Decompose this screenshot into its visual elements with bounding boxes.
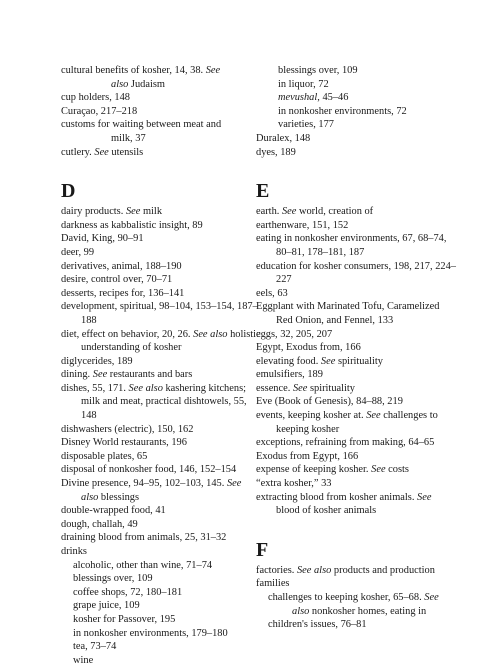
index-entry — [61, 477, 261, 504]
cross-reference-label: See — [125, 206, 141, 218]
index-entry — [61, 654, 261, 667]
index-entry — [61, 273, 261, 287]
entry-text: children's issues, 76–81 — [268, 619, 367, 631]
index-entry — [256, 591, 456, 618]
entry-text: blessings over, 109 — [278, 65, 358, 76]
index-entry — [61, 146, 261, 160]
index-entry — [256, 146, 456, 160]
entry-text: nonkosher homes, eating in — [309, 605, 427, 617]
cross-reference-label: See — [94, 146, 109, 158]
entry-text: Egypt, Exodus from, 166 — [256, 342, 361, 354]
index-entry — [61, 613, 261, 627]
index-entry — [256, 564, 456, 578]
index-entry — [61, 219, 261, 233]
entry-text: expense of keeping kosher. — [256, 464, 372, 476]
index-entry — [256, 328, 456, 342]
index-entry — [256, 287, 456, 301]
index-entry — [256, 450, 456, 464]
cross-reference-label: See — [92, 369, 108, 381]
entry-text: in liquor, 72 — [278, 78, 329, 90]
entry-text: Exodus from Egypt, 166 — [256, 450, 359, 462]
entry-text: disposal of nonkosher food, 146, 152–154 — [61, 464, 237, 476]
index-entry — [256, 355, 456, 369]
index-entry — [256, 219, 456, 233]
index-column-left — [61, 64, 261, 667]
index-entry — [61, 559, 261, 573]
entry-text: restaurants and bars — [107, 369, 193, 381]
cross-reference-label: See — [205, 65, 221, 76]
entry-text: Curaçao, 217–218 — [61, 105, 138, 117]
entry-text: kosher for Passover, 195 — [73, 613, 176, 625]
cross-reference-label: See — [366, 410, 381, 422]
entry-text: disposable plates, 65 — [61, 450, 148, 462]
index-entry — [61, 91, 261, 105]
entry-text: elevating food. — [256, 355, 321, 367]
entry-text: world, creation of — [296, 206, 374, 218]
index-entry — [61, 450, 261, 464]
entry-text: education for kosher consumers, 198, 217, 224–227 — [256, 260, 456, 286]
index-entry — [61, 118, 261, 132]
entry-text: customs for waiting between meat and — [61, 119, 222, 131]
entry-text: desserts, recipes for, 136–141 — [61, 287, 185, 299]
entry-text: grape juice, 109 — [73, 600, 140, 612]
index-entry — [61, 132, 261, 146]
entry-text: blood of kosher animals — [276, 505, 377, 517]
index-entry — [256, 477, 456, 491]
index-entry — [61, 436, 261, 450]
index-entry — [61, 572, 261, 586]
entry-text: factories. — [256, 564, 297, 576]
cross-reference-label: See — [281, 206, 297, 218]
cross-reference-label: also — [111, 78, 129, 90]
entry-text: , 45–46 — [317, 92, 349, 104]
index-entry — [256, 205, 456, 219]
index-entry — [256, 105, 456, 119]
entry-text: in nonkosher environments, 179–180 — [73, 627, 228, 639]
entry-text: diglycerides, 189 — [61, 355, 133, 367]
cross-reference-label: See — [371, 464, 386, 476]
index-entry — [61, 545, 261, 559]
index-entry — [256, 618, 456, 632]
index-entry — [61, 382, 261, 423]
index-entry — [61, 627, 261, 641]
entry-text: draining blood from animals, 25, 31–32 — [61, 532, 227, 544]
section-letter-f: F — [256, 538, 269, 561]
index-entry — [61, 504, 261, 518]
index-entry — [61, 531, 261, 545]
entry-text: milk — [140, 206, 163, 218]
entry-text: alcoholic, other than wine, 71–74 — [73, 559, 213, 571]
index-entry — [256, 491, 456, 518]
index-entry — [61, 423, 261, 437]
section-letter-e: E — [256, 180, 270, 203]
entry-text: cup holders, 148 — [61, 92, 130, 104]
entry-text: eels, 63 — [256, 287, 288, 299]
entry-text: darkness as kabbalistic insight, 89 — [61, 219, 203, 231]
index-entry — [61, 287, 261, 301]
entry-text: dishwashers (electric), 150, 162 — [61, 423, 194, 435]
index-entry — [256, 64, 456, 78]
index-entry — [61, 640, 261, 654]
index-entry — [61, 463, 261, 477]
index-entry — [256, 463, 456, 477]
index-entry — [61, 518, 261, 532]
cross-reference-label: See also — [128, 382, 163, 394]
entry-text: dining. — [61, 369, 93, 381]
index-entry — [61, 232, 261, 246]
cross-reference-label: mevushal — [278, 92, 318, 104]
entry-text: varieties, 177 — [278, 119, 334, 131]
index-entry — [61, 368, 261, 382]
entry-text: development, spiritual, 98–104, 153–154, 187–188 — [61, 301, 258, 326]
section-letter-d: D — [61, 180, 76, 203]
entry-text: blessings — [98, 491, 140, 503]
index-column-right — [256, 64, 456, 632]
entry-text: Duralex, 148 — [256, 132, 311, 144]
entry-text: essence. — [256, 382, 293, 394]
entry-text: deer, 99 — [61, 246, 95, 258]
index-entries-e — [256, 205, 456, 518]
entry-text: emulsifiers, 189 — [256, 369, 323, 381]
entry-text: in nonkosher environments, 72 — [278, 105, 407, 117]
index-entry — [61, 260, 261, 274]
index-entry — [256, 78, 456, 92]
entry-text: drinks — [61, 546, 87, 557]
continued-entries — [256, 64, 456, 159]
index-entry — [256, 395, 456, 409]
entry-text: families — [256, 578, 290, 590]
entry-text: exceptions, refraining from making, 64–65 — [256, 437, 435, 449]
cross-reference-label: See also — [81, 478, 242, 503]
entry-text: tea, 73–74 — [73, 641, 117, 653]
index-entry — [61, 105, 261, 119]
cross-reference-label: See also — [292, 592, 439, 617]
entry-text: Divine presence, 94–95, 102–103, 145. — [61, 478, 227, 490]
entry-text: spirituality — [307, 382, 355, 394]
entry-text: products and production — [331, 564, 435, 576]
cross-reference-label: See also — [193, 328, 228, 340]
entry-text: spirituality — [335, 355, 383, 367]
index-entry — [256, 91, 456, 105]
entry-text: costs — [385, 464, 409, 476]
entry-text: earthenware, 151, 152 — [256, 219, 349, 231]
entry-text: eating in nonkosher environments, 67, 68–74, 80–81, 178–181, 187 — [256, 233, 447, 258]
entry-text: challenges to keeping kosher — [276, 410, 438, 435]
entry-text: “extra kosher,” 33 — [256, 478, 332, 490]
entry-text: derivatives, animal, 188–190 — [61, 260, 182, 272]
continued-entries — [61, 64, 261, 159]
entry-text: double-wrapped food, 41 — [61, 505, 166, 517]
index-entry — [61, 599, 261, 613]
index-entries-d — [61, 205, 261, 667]
entry-text: dairy products. — [61, 206, 126, 218]
index-entry — [256, 118, 456, 132]
entry-text: holistic understanding of kosher — [81, 328, 261, 354]
entry-text: utensils — [108, 146, 144, 158]
entry-text: Eggplant with Marinated Tofu, Caramelized Red Onion, and Fennel, 133 — [256, 301, 440, 326]
index-entry — [256, 341, 456, 355]
entry-text: extracting blood from kosher animals. — [256, 491, 418, 503]
entry-text: dyes, 189 — [256, 146, 296, 158]
index-entry — [256, 132, 456, 146]
index-entry — [256, 409, 456, 436]
entry-text: desire, control over, 70–71 — [61, 274, 173, 286]
entry-text: Judaism — [128, 78, 165, 90]
index-entry — [61, 64, 261, 78]
index-entry — [61, 205, 261, 219]
entry-text: Disney World restaurants, 196 — [61, 437, 187, 449]
index-entry — [61, 246, 261, 260]
entry-text: coffee shops, 72, 180–181 — [73, 586, 183, 598]
entry-text: challenges to keeping kosher, 65–68. — [268, 592, 425, 603]
index-entry — [256, 436, 456, 450]
cross-reference-label: See also — [296, 564, 332, 576]
index-entry — [61, 78, 261, 92]
entry-text: earth. — [256, 206, 282, 218]
index-entry — [61, 300, 261, 327]
entry-text: milk, 37 — [111, 132, 146, 144]
entry-text: eggs, 32, 205, 207 — [256, 328, 333, 340]
index-entry — [256, 300, 456, 327]
entry-text: blessings over, 109 — [73, 573, 153, 585]
entry-text: dough, challah, 49 — [61, 518, 138, 530]
entry-text: Eve (Book of Genesis), 84–88, 219 — [256, 396, 403, 408]
index-entry — [256, 232, 456, 259]
cross-reference-label: See — [292, 382, 308, 394]
index-entry — [61, 586, 261, 600]
index-entry — [256, 368, 456, 382]
entry-text: kashering kitchens; milk and meat, practical dishtowels, 55, 148 — [81, 382, 247, 422]
entry-text: dishes, 55, 171. — [61, 382, 129, 394]
entry-text: wine — [73, 654, 94, 666]
index-entries-f — [256, 564, 456, 632]
entry-text: events, keeping kosher at. — [256, 410, 367, 422]
index-entry — [61, 328, 261, 355]
index-entry — [256, 260, 456, 287]
cross-reference-label: See — [320, 355, 336, 367]
index-entry — [61, 355, 261, 369]
entry-text: diet, effect on behavior, 20, 26. — [61, 328, 194, 340]
entry-text: cutlery. — [61, 146, 95, 158]
entry-text: David, King, 90–91 — [61, 233, 144, 245]
index-entry — [256, 382, 456, 396]
cross-reference-label: See — [417, 491, 432, 503]
index-entry — [256, 577, 456, 591]
entry-text: cultural benefits of kosher, 14, 38. — [61, 65, 206, 76]
